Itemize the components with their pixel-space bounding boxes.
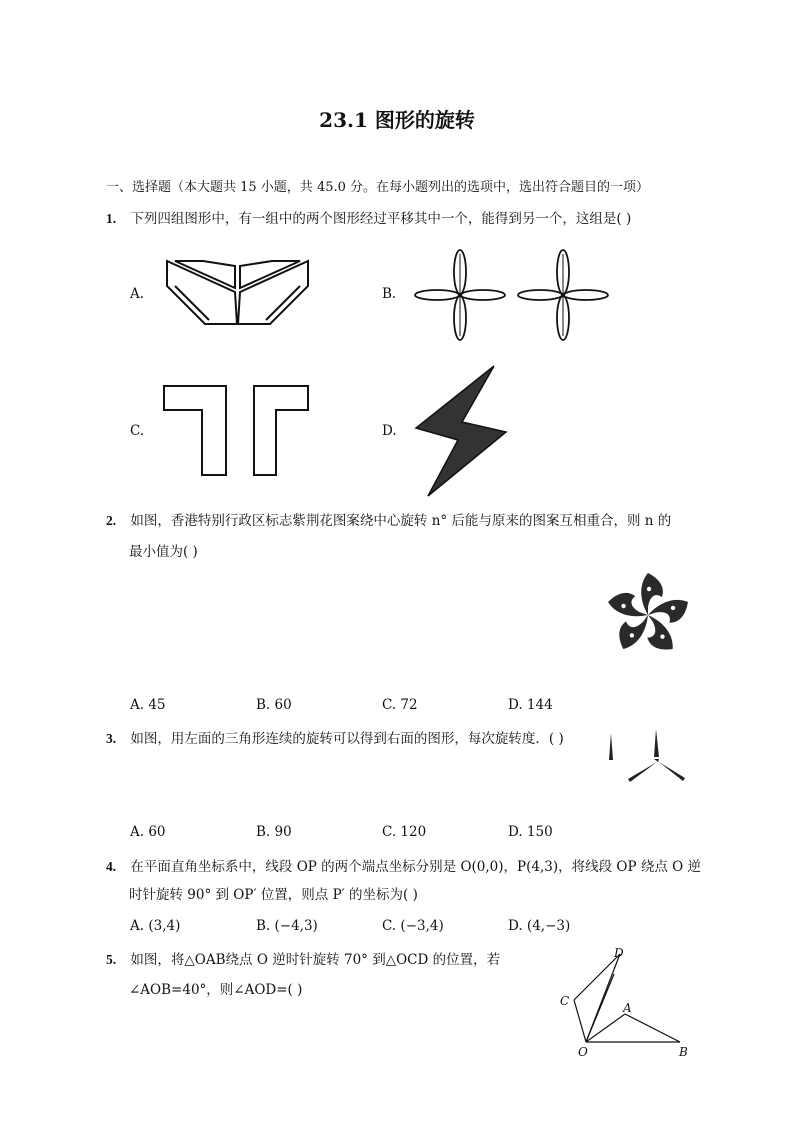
question-text: 在平面直角坐标系中，线段 OP 的两个端点坐标分别是 O(0,0)，P(4,3)，将线段 OP 绕点 O 逆 [130,859,701,875]
question-number: 4. [106,859,117,874]
label-d: D [614,946,624,960]
option-a: A. (3,4) [130,918,181,934]
question-2-line1 [106,511,671,531]
option-d: D. 144 [508,697,553,713]
label-a: A [623,1001,632,1015]
option-c: C. (−3,4) [382,918,444,934]
question-text: 下列四组图形中，有一组中的两个图形经过平移其中一个，能得到另一个，这组是( ) [130,211,632,227]
propeller-shapes-figure [413,248,611,342]
question-text: 如图，将△OAB绕点 O 逆时针旋转 70° 到△OCD 的位置，若 [130,952,501,968]
question-number: 5. [106,952,117,967]
question-5-line1 [106,950,500,970]
label-o: O [578,1045,588,1059]
lightning-bolt-figure [412,364,512,498]
option-c: C. 120 [382,824,427,840]
option-c: C. 72 [382,697,418,713]
option-b: B. 90 [256,824,292,840]
question-3 [106,729,564,749]
option-c-label: C. [130,423,145,439]
option-d: D. (4,−3) [508,918,571,934]
question-number: 3. [106,731,117,746]
question-4-line2: 时针旋转 90° 到 OP′ 位置，则点 P′ 的坐标为( ) [129,887,418,903]
question-text: 如图，用左面的三角形连续的旋转可以得到右面的图形，每次旋转度．( ) [130,731,564,747]
triangle-rotation-diagram [552,944,702,1064]
section-heading: 一、选择题（本大题共 15 小题，共 45.0 分。在每小题列出的选项中，选出符合题目的一项） [106,180,650,195]
triangle-rotation-figure [602,727,692,783]
question-text: 如图，香港特别行政区标志紫荆花图案绕中心旋转 n° 后能与原来的图案互相重合，则 n 的 [130,513,672,529]
question-1 [106,209,631,229]
question-2-line2: 最小值为( ) [129,544,198,560]
question-5-line2: ∠AOB=40°，则∠AOD=( ) [129,982,303,998]
option-a-label: A. [130,286,145,302]
label-c: C [560,994,570,1008]
question-number: 2. [106,513,117,528]
label-b: B [679,1045,688,1059]
question-number: 1. [106,211,117,226]
option-d: D. 150 [508,824,553,840]
question-4-line1 [106,857,701,877]
option-a: A. 45 [130,697,166,713]
t-shapes-figure [162,384,310,478]
bauhinia-flower-figure [603,570,693,660]
option-b: B. (−4,3) [256,918,318,934]
option-a: A. 60 [130,824,166,840]
option-b-label: B. [382,286,397,302]
chevron-shapes-figure [165,258,310,328]
option-d-label: D. [382,423,397,439]
option-b: B. 60 [256,697,292,713]
page-title: 23.1 图形的旋转 [319,108,475,132]
